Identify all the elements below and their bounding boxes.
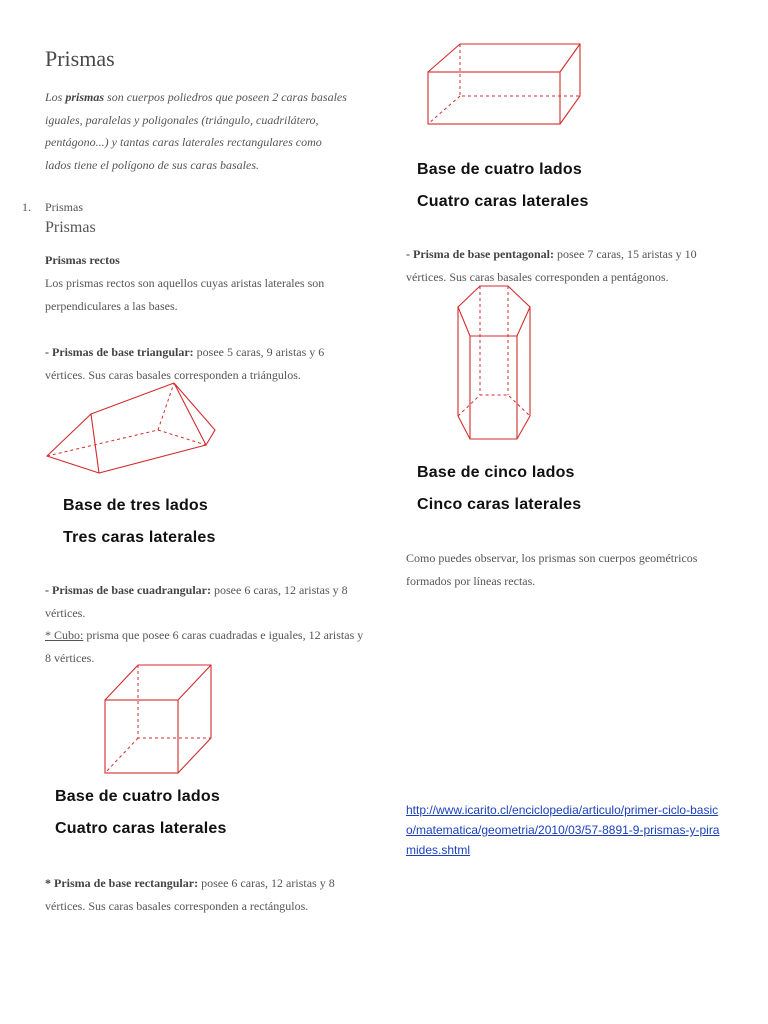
- triangular-caption-faces: Tres caras laterales: [63, 529, 216, 546]
- pentagonal-caption-base: Base de cinco lados: [417, 464, 575, 481]
- triangular-prism-figure: [40, 380, 220, 480]
- cube-figure: [100, 660, 220, 780]
- rectangular-caption-faces: Cuatro caras laterales: [417, 193, 589, 210]
- pentagonal-paragraph: - Prisma de base pentagonal: posee 7 caras, 15 aristas y 10 vértices. Sus caras basales corresponden a pentágonos.: [406, 247, 697, 284]
- rectos-paragraph: Los prismas rectos son aquellos cuyas aristas laterales son perpendiculares a las bases.: [45, 276, 325, 313]
- cube-caption-base: Base de cuatro lados: [55, 788, 220, 805]
- numbered-list-item: [22, 200, 83, 215]
- cuadrangular-paragraph: - Prismas de base cuadrangular: posee 6 caras, 12 aristas y 8 vértices.: [45, 583, 348, 620]
- list-item-label: Prismas: [45, 200, 84, 214]
- rectangular-prism-figure: [425, 40, 585, 130]
- intro-bold-term: prismas: [65, 90, 105, 104]
- conclusion-paragraph: Como puedes observar, los prismas son cuerpos geométricos formados por líneas rectas.: [406, 551, 698, 588]
- intro-paragraph: Los prismas son cuerpos poliedros que poseen 2 caras basales iguales, paralelas y poligonales (triángulo, cuadrilátero, pentágono...) y tantas caras laterales rectangulares como lados tiene el polígono de sus caras basales.: [45, 90, 347, 172]
- rectangular-caption-base: Base de cuatro lados: [417, 161, 582, 178]
- pentagonal-prism-figure: [450, 280, 540, 445]
- pentagonal-caption-faces: Cinco caras laterales: [417, 496, 582, 513]
- page-title: Prismas: [45, 46, 115, 71]
- source-link[interactable]: http://www.icarito.cl/enciclopedia/articulo/primer-ciclo-basico/matematica/geometria/2010/03/57-8891-9-prismas-y-piramides.shtml: [406, 803, 720, 857]
- triangular-caption-base: Base de tres lados: [63, 497, 208, 514]
- rectangular-paragraph: * Prisma de base rectangular: posee 6 caras, 12 aristas y 8 vértices. Sus caras basales corresponden a rectángulos.: [45, 876, 335, 913]
- triangular-paragraph: - Prismas de base triangular: posee 5 caras, 9 aristas y 6 vértices. Sus caras basales corresponden a triángulos.: [45, 345, 325, 382]
- list-number: 1.: [22, 200, 31, 214]
- rectos-heading: Prismas rectos: [45, 253, 120, 267]
- cubo-paragraph: * Cubo: prisma que posee 6 caras cuadradas e iguales, 12 aristas y 8 vértices.: [45, 628, 364, 665]
- section-subtitle: Prismas: [45, 219, 96, 236]
- cube-caption-faces: Cuatro caras laterales: [55, 820, 227, 837]
